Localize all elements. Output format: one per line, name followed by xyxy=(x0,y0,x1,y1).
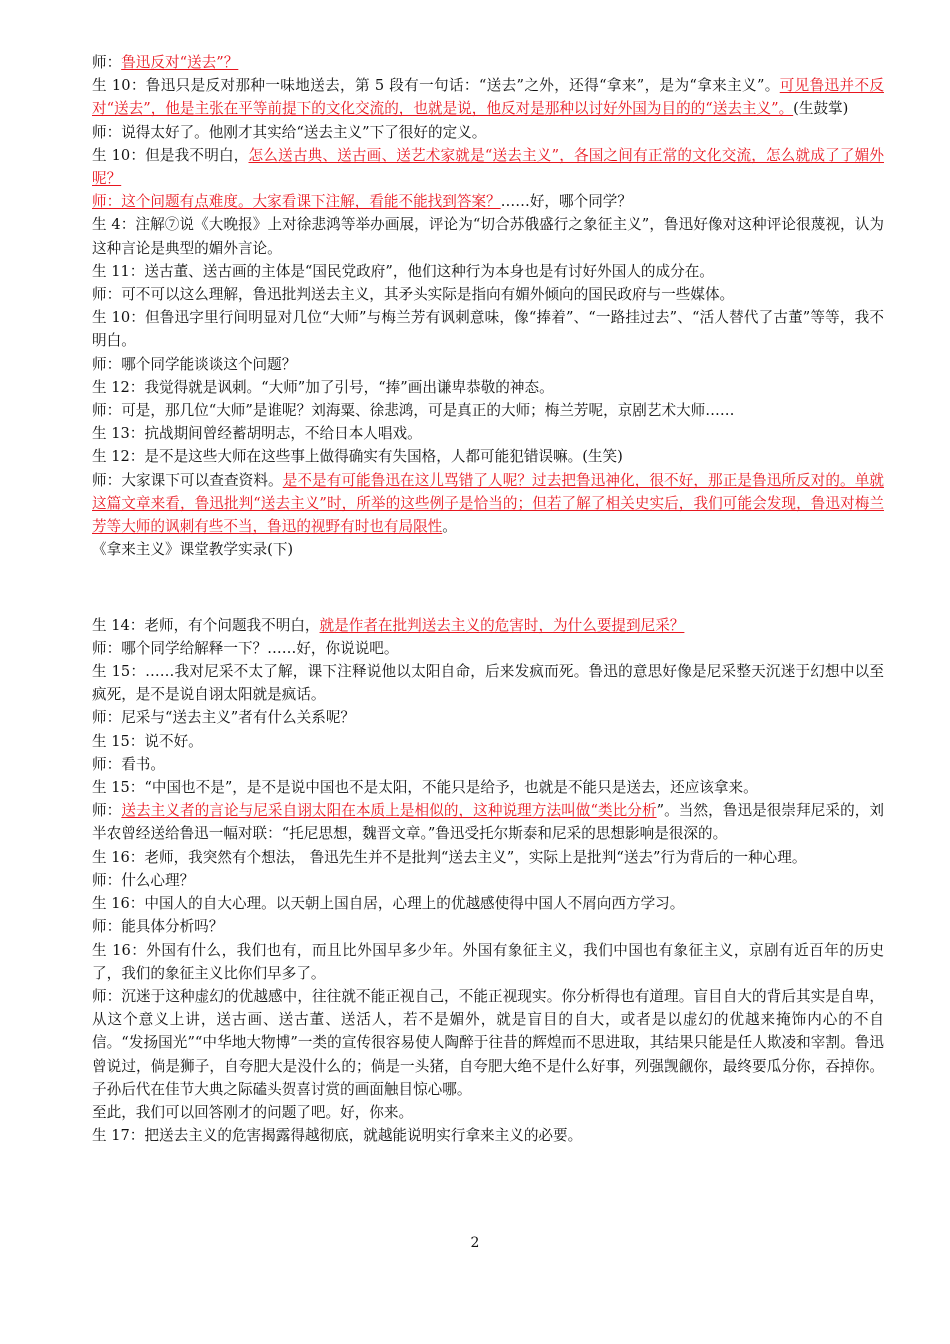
text-run: 师：什么心理？ xyxy=(92,871,195,889)
paragraph xyxy=(92,637,884,660)
paragraph xyxy=(92,422,884,445)
text-run: 《拿来主义》课堂教学实录(下) xyxy=(92,541,294,559)
text-run: 生 13：抗战期间曾经蓄胡明志，不给日本人唱戏。 xyxy=(92,425,422,443)
text-run: 生 12：是不是这些大师在这些事上做得确实有失国格，人都可能犯错误嘛。(生笑) xyxy=(92,448,623,466)
text-run: 生 11：送古董、送古画的主体是“国民党政府”，他们这种行为本身也是有讨好外国人的成分在。 xyxy=(92,262,714,280)
document-body xyxy=(92,51,884,1147)
text-run: 至此，我们可以回答刚才的问题了吧。好，你来。 xyxy=(92,1103,414,1121)
text-run: 师：可是，那几位“大师”是谁呢？刘海粟、徐悲鸿，可是真正的大师；梅兰芳呢，京剧艺术大师…… xyxy=(92,402,735,420)
paragraph xyxy=(92,144,884,190)
paragraph xyxy=(92,730,884,753)
paragraph xyxy=(92,985,884,1101)
page-number: 2 xyxy=(470,1235,480,1251)
text-run: 师：大家课下可以查查资料。 xyxy=(92,471,283,489)
paragraph xyxy=(92,283,884,306)
paragraph xyxy=(92,1124,884,1147)
paragraph xyxy=(92,892,884,915)
paragraph xyxy=(92,869,884,892)
paragraph xyxy=(92,213,884,259)
text-run: 师：能具体分析吗？ xyxy=(92,918,224,936)
text-run: 师：哪个同学给解释一下？……好，你说说吧。 xyxy=(92,639,399,657)
paragraph xyxy=(92,376,884,399)
paragraph xyxy=(92,353,884,376)
highlighted-text: 怎么送古典、送古画、送艺术家就是“送去主义”，各国之间有正常的文化交流，怎么就成了了媚外呢？ xyxy=(92,146,884,188)
text-run: 。 xyxy=(442,518,457,536)
text-run: (生鼓掌) xyxy=(793,100,849,118)
paragraph xyxy=(92,51,884,74)
text-run: 生 10：鲁迅只是反对那种一味地送去，第 5 段有一句话：“送去”之外，还得“拿来”，是为“拿来主义”。 xyxy=(92,77,780,95)
text-run: 师： xyxy=(92,54,122,71)
text-run: ”。当然，鲁迅是很崇拜尼采的，刘半农曾经送给鲁迅一幅对联：“托尼思想，魏晋文章。”鲁迅受托尔斯泰和尼采的思想影响是很深的。 xyxy=(92,802,884,843)
text-run: 生 10：但是我不明白， xyxy=(92,146,249,164)
paragraph xyxy=(92,753,884,776)
text-run: 生 16：老师，我突然有个想法， 鲁迅先生并不是批判“送去主义”，实际上是批判“送去”行为背后的一种心理。 xyxy=(92,848,807,866)
highlighted-text: 就是作者在批判送去主义的危害时，为什么要提到尼采？ xyxy=(319,616,685,634)
text-run: 生 15：说不好。 xyxy=(92,732,203,750)
paragraph xyxy=(92,915,884,938)
text-run: 师：哪个同学能谈谈这个问题？ xyxy=(92,355,297,373)
paragraph xyxy=(92,776,884,799)
text-run: 生 15：“中国也不是”，是不是说中国也不是太阳，不能只是给予，也就是不能只是送去，还应该拿来。 xyxy=(92,779,758,797)
highlighted-text: 是不是有可能鲁迅在这儿骂错了人呢？过去把鲁迅神化，很不好，那正是鲁迅所反对的。单就这篇文章来看，鲁迅批判“送去主义”时，所举的这些例子是恰当的；但若了解了相关史实后，我们可能会发现，鲁迅对梅兰芳等大师的讽刺有些不当，鲁迅的视野有时也有局限性 xyxy=(92,471,884,536)
paragraph xyxy=(92,469,884,539)
paragraph xyxy=(92,939,884,985)
paragraph xyxy=(92,306,884,352)
text-run: 生 17：把送去主义的危害揭露得越彻底，就越能说明实行拿来主义的必要。 xyxy=(92,1127,583,1145)
text-run: 师：尼采与“送去主义”者有什么关系呢？ xyxy=(92,709,356,727)
text-run: 生 15：……我对尼采不太了解，课下注释说他以太阳自命，后来发疯而死。鲁迅的意思好像是尼采整天沉迷于幻想中以至疯死，是不是说自诩太阳就是疯话。 xyxy=(92,663,884,704)
paragraph xyxy=(92,1101,884,1124)
highlighted-text: 鲁迅反对“送去”？ xyxy=(121,54,239,71)
text-run: 生 12：我觉得就是讽刺。“大师”加了引号，“捧”画出谦卑恭敬的神态。 xyxy=(92,378,554,396)
paragraph-gap xyxy=(92,576,884,599)
text-run: ……好，哪个同学？ xyxy=(500,193,632,211)
paragraph xyxy=(92,538,884,561)
paragraph xyxy=(92,74,884,120)
paragraph xyxy=(92,190,884,213)
text-run: 师：沉迷于这种虚幻的优越感中，往往就不能正视自己，不能正视现实。你分析得也有道理。盲目自大的背后其实是自卑，从这个意义上讲，送古画、送古董、送活人，若不是媚外，就是盲目的自大，或者是以虚幻的优越来掩饰内心的不自信。“发扬国光”“中华地大物博”一类的宣传很容易使人陶醉于往昔的辉煌而不思进取，其结果只能是任人欺凌和宰割。鲁迅曾说过，倘是狮子，自夸肥大是没什么的；倘是一头猪，自夸肥大绝不是什么好事，列强觊觎你，最终要瓜分你，吞掉你。子孙后代在佳节大典之际磕头贺喜讨赏的画面触目惊心哪。 xyxy=(92,987,884,1098)
highlighted-text: 可见鲁迅并不反对“送去”，他是主张在平等前提下的文化交流的，也就是说，他反对是那种以讨好外国为目的的“送去主义”。 xyxy=(92,77,884,118)
paragraph xyxy=(92,706,884,729)
text-run: 生 14：老师，有个问题我不明白， xyxy=(92,616,320,634)
highlighted-text: 师：这个问题有点难度。大家看课下注解，看能不能找到答案？ xyxy=(92,193,501,211)
paragraph xyxy=(92,614,884,637)
paragraph xyxy=(92,399,884,422)
text-run: 生 16：中国人的自大心理。以天朝上国自居，心理上的优越感使得中国人不屑向西方学习。 xyxy=(92,895,685,913)
paragraph xyxy=(92,660,884,706)
highlighted-text: 送去主义者的言论与尼采自诩太阳在本质上是相似的，这种说理方法叫做“类比分析 xyxy=(121,802,657,820)
text-run: 师：说得太好了。他刚才其实给“送去主义”下了很好的定义。 xyxy=(92,123,487,141)
text-run: 生 16：外国有什么，我们也有，而且比外国早多少年。外国有象征主义，我们中国也有象征主义，京剧有近百年的历史了，我们的象征主义比你们早多了。 xyxy=(92,941,884,982)
paragraph xyxy=(92,799,884,845)
paragraph xyxy=(92,445,884,468)
paragraph xyxy=(92,121,884,144)
paragraph xyxy=(92,260,884,283)
text-run: 师：看书。 xyxy=(92,755,165,773)
text-run: 师： xyxy=(92,802,122,820)
text-run: 生 10：但鲁迅字里行间明显对几位“大师”与梅兰芳有讽刺意味，像“捧着”、“一路挂过去”、“活人替代了古董”等等，我不明白。 xyxy=(92,309,884,350)
text-run: 生 4：注解⑦说《大晚报》上对徐悲鸿等举办画展，评论为“切合苏俄盛行之象征主义”，鲁迅好像对这种评论很蔑视，认为这种言论是典型的媚外言论。 xyxy=(92,216,884,257)
paragraph xyxy=(92,846,884,869)
text-run: 师：可不可以这么理解，鲁迅批判送去主义，其矛头实际是指向有媚外倾向的国民政府与一些媒体。 xyxy=(92,286,735,304)
